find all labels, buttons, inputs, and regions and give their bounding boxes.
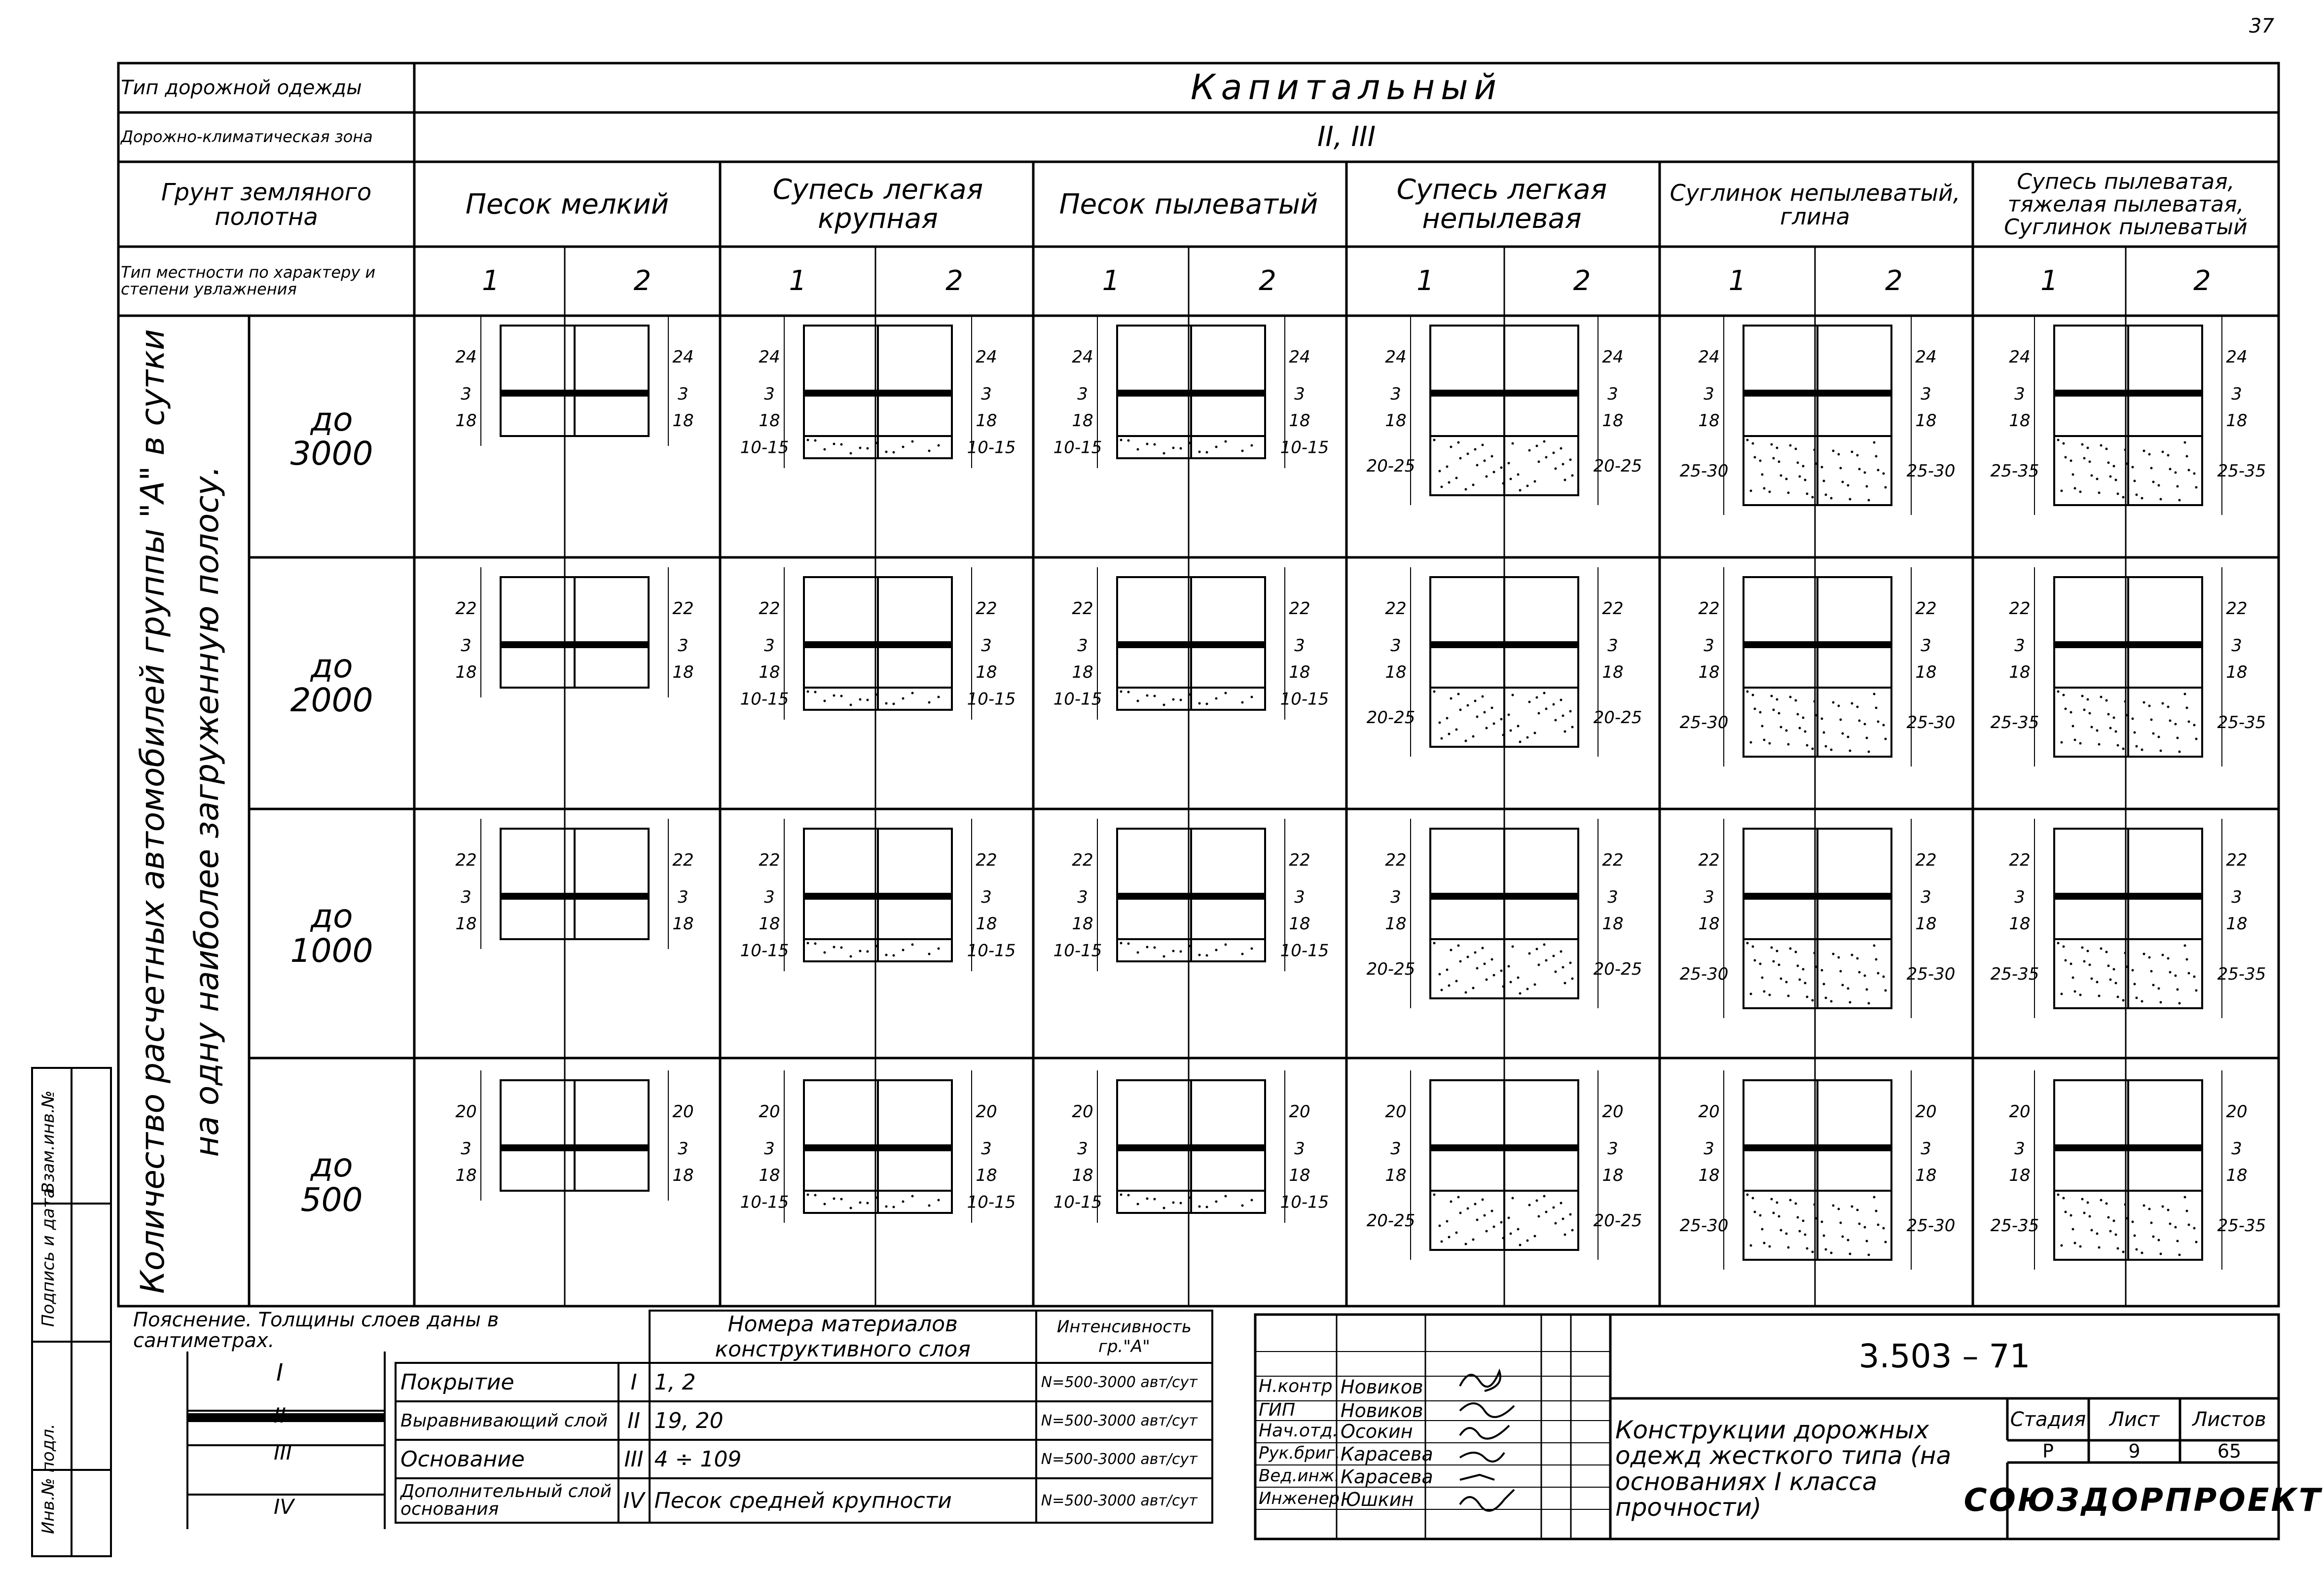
dim-label-base: 10-15 (967, 1192, 1016, 1212)
dim-label-top: 22 (2226, 850, 2248, 870)
dim-label-mid: 3 (678, 1139, 689, 1159)
dim-label-bot: 18 (672, 662, 694, 682)
dim-label-bot: 18 (672, 1166, 694, 1185)
dim-label-mid: 3 (678, 384, 689, 404)
stamp-role: Инженер (1259, 1489, 1340, 1508)
dim-label-mid: 3 (1607, 636, 1618, 656)
row-label-top: до (310, 400, 353, 439)
dim-label-top: 22 (1385, 850, 1407, 870)
dim-label-mid: 3 (981, 636, 992, 656)
dim-label-mid: 3 (981, 384, 992, 404)
dim-label-bot: 18 (1385, 662, 1407, 682)
dim-label-top: 20 (2226, 1102, 2248, 1122)
dim-label-bot: 18 (2226, 662, 2248, 682)
dim-label-base: 10-15 (967, 689, 1016, 709)
dim-label-mid: 3 (1704, 384, 1714, 404)
dim-label-top: 24 (1602, 347, 1624, 367)
dim-label-mid: 3 (1921, 636, 1931, 656)
dim-label-bot: 18 (1602, 1166, 1624, 1185)
terrain-type-1: 1 (789, 264, 807, 297)
dim-label-base: 25-30 (1906, 1216, 1956, 1236)
road-type-value: Капитальный (1190, 67, 1503, 108)
dim-label-top: 20 (2009, 1102, 2031, 1122)
dim-label-bot: 18 (759, 1166, 780, 1185)
dim-label-bot: 18 (455, 662, 477, 682)
dim-label-mid: 3 (1294, 636, 1305, 656)
side-stamp-label: Подпись и дата (38, 1188, 58, 1327)
terrain-type-1: 1 (482, 264, 500, 297)
dim-label-base: 25-30 (1906, 713, 1956, 732)
dim-label-bot: 18 (1698, 411, 1720, 431)
dim-label-base: 20-25 (1593, 708, 1642, 728)
dim-label-mid: 3 (1077, 636, 1088, 656)
dim-label-base: 10-15 (740, 438, 789, 458)
dim-label-base: 10-15 (740, 689, 789, 709)
dim-label-top: 22 (759, 850, 780, 870)
dim-label-mid: 3 (764, 1139, 775, 1159)
layer-name: Основание (396, 1440, 618, 1478)
dim-label-top: 22 (1289, 850, 1310, 870)
dim-label-top: 24 (2009, 347, 2031, 367)
terrain-type-1: 1 (1416, 264, 1434, 297)
dim-label-mid: 3 (1390, 887, 1401, 907)
row-label-top: до (310, 647, 353, 685)
row-label-bottom: 2000 (290, 681, 373, 719)
dim-label-top: 20 (672, 1102, 694, 1122)
page-number: 37 (2249, 15, 2274, 37)
soil-label: Грунт земляного полотна (161, 178, 372, 231)
stamp-name: Карасева (1341, 1443, 1433, 1465)
dim-label-bot: 18 (759, 411, 780, 431)
dim-label-top: 22 (1602, 850, 1624, 870)
dim-label-top: 20 (976, 1102, 997, 1122)
dim-label-bot: 18 (1072, 411, 1093, 431)
dim-label-mid: 3 (1294, 1139, 1305, 1159)
dim-label-bot: 18 (2226, 1166, 2248, 1185)
dim-label-bot: 18 (672, 411, 694, 431)
dim-label-bot: 18 (2226, 411, 2248, 431)
dim-label-top: 20 (1602, 1102, 1624, 1122)
dim-label-bot: 18 (1698, 1166, 1720, 1185)
note: Пояснение. Толщины слоев даны в сантиметрах. (133, 1309, 499, 1352)
dim-label-base: 10-15 (740, 1192, 789, 1212)
soil-header: Супесь пылеватая, тяжелая пылеватая, Суглинок пылеватый (2004, 169, 2248, 240)
climate-zone-label: Дорожно-климатическая зона (121, 127, 373, 146)
dim-label-top: 24 (1289, 347, 1310, 367)
dim-label-base: 25-35 (2217, 964, 2266, 984)
dim-label-base: 25-30 (1906, 964, 1956, 984)
stamp-name: Новиков (1341, 1376, 1423, 1398)
dim-label-bot: 18 (2226, 914, 2248, 934)
dim-label-mid: 3 (1607, 887, 1618, 907)
dim-label-base: 10-15 (1053, 1192, 1102, 1212)
dim-label-mid: 3 (2014, 384, 2025, 404)
dim-label-mid: 3 (764, 384, 775, 404)
dim-label-mid: 3 (461, 887, 472, 907)
dim-label-bot: 18 (1915, 662, 1937, 682)
stamp-stage-value: Р (2042, 1440, 2054, 1462)
dim-label-mid: 3 (1921, 887, 1931, 907)
soil-header: Суглинок непылеватый, глина (1670, 179, 1961, 230)
dim-label-top: 22 (1698, 850, 1720, 870)
dim-label-base: 20-25 (1366, 959, 1416, 979)
dim-label-mid: 3 (2014, 636, 2025, 656)
stamp-stage-label: Стадия (2010, 1408, 2086, 1431)
dim-label-base: 20-25 (1593, 456, 1642, 476)
side-stamp-label: Взам.инв.№ (38, 1090, 58, 1194)
terrain-type-1: 1 (1102, 264, 1120, 297)
dim-label-top: 20 (759, 1102, 780, 1122)
dim-label-mid: 3 (2014, 1139, 2025, 1159)
dim-label-mid: 3 (1921, 384, 1931, 404)
dim-label-bot: 18 (1072, 662, 1093, 682)
dim-label-top: 24 (672, 347, 694, 367)
dim-label-mid: 3 (1077, 384, 1088, 404)
dim-label-base: 10-15 (740, 941, 789, 961)
dim-label-base: 25-35 (2217, 1216, 2266, 1236)
dim-label-bot: 18 (1698, 662, 1720, 682)
layer-name: Покрытие (396, 1363, 618, 1401)
dim-label-mid: 3 (981, 887, 992, 907)
dim-label-bot: 18 (759, 662, 780, 682)
dim-label-mid: 3 (1921, 1139, 1931, 1159)
dim-label-top: 24 (455, 347, 477, 367)
legend-roman-4: IV (274, 1495, 294, 1519)
dim-label-top: 20 (455, 1102, 477, 1122)
legend-roman-2: II (274, 1403, 286, 1427)
stamp-name: Карасева (1341, 1466, 1433, 1488)
dim-label-bot: 18 (455, 914, 477, 934)
dim-label-top: 22 (1915, 850, 1937, 870)
dim-label-top: 20 (1385, 1102, 1407, 1122)
dim-label-base: 25-30 (1679, 964, 1729, 984)
climate-zone-value: II, III (1317, 120, 1376, 153)
dim-label-base: 25-30 (1906, 461, 1956, 481)
dim-label-bot: 18 (2009, 662, 2031, 682)
dim-label-mid: 3 (1390, 636, 1401, 656)
dim-label-mid: 3 (2231, 384, 2242, 404)
terrain-type-2: 2 (1573, 264, 1591, 297)
dim-label-top: 24 (1385, 347, 1407, 367)
legend-header-intensity: Интенсивность гр."А" (1036, 1311, 1212, 1363)
dim-label-top: 22 (672, 599, 694, 619)
row-label-bottom: 500 (300, 1180, 363, 1219)
dim-label-mid: 3 (1704, 636, 1714, 656)
dim-label-mid: 3 (2231, 887, 2242, 907)
dim-label-base: 20-25 (1366, 456, 1416, 476)
stamp-role: Н.контр (1259, 1376, 1333, 1396)
dim-label-bot: 18 (1915, 1166, 1937, 1185)
dim-label-top: 22 (976, 599, 997, 619)
dim-label-base: 25-35 (2217, 713, 2266, 732)
dim-label-bot: 18 (1385, 411, 1407, 431)
dim-label-bot: 18 (1602, 914, 1624, 934)
dim-label-base: 20-25 (1593, 959, 1642, 979)
dim-label-top: 20 (1072, 1102, 1093, 1122)
dim-label-top: 24 (1072, 347, 1093, 367)
row-label-bottom: 1000 (290, 931, 373, 970)
dim-label-top: 24 (1698, 347, 1720, 367)
dim-label-mid: 3 (1607, 1139, 1618, 1159)
dim-label-top: 22 (1072, 599, 1093, 619)
dim-label-bot: 18 (1289, 914, 1310, 934)
dim-label-bot: 18 (1072, 914, 1093, 934)
dim-label-bot: 18 (1289, 411, 1310, 431)
terrain-label: Тип местности по характеру и степени увлажнения (121, 263, 376, 298)
vertical-caption: Количество расчетных автомобилей группы "А" в сутки на одну наиболее загруженную полосу. (134, 329, 226, 1294)
dim-label-top: 22 (455, 850, 477, 870)
terrain-type-2: 2 (2193, 264, 2211, 297)
stamp-sheets-value: 65 (2217, 1440, 2242, 1462)
dim-label-top: 22 (759, 599, 780, 619)
dim-label-bot: 18 (1289, 1166, 1310, 1185)
dim-label-bot: 18 (1072, 1166, 1093, 1185)
dim-label-top: 22 (672, 850, 694, 870)
dim-label-base: 10-15 (1053, 689, 1102, 709)
stamp-name: Новиков (1341, 1400, 1423, 1422)
dim-label-base: 20-25 (1366, 708, 1416, 728)
dim-label-mid: 3 (1390, 384, 1401, 404)
legend-roman-3: III (274, 1440, 292, 1464)
dim-label-top: 20 (1289, 1102, 1310, 1122)
dim-label-bot: 18 (1385, 1166, 1407, 1185)
dim-label-mid: 3 (1704, 1139, 1714, 1159)
dim-label-bot: 18 (1698, 914, 1720, 934)
dim-label-mid: 3 (1704, 887, 1714, 907)
terrain-type-2: 2 (1885, 264, 1903, 297)
dim-label-base: 20-25 (1593, 1211, 1642, 1231)
dim-label-mid: 3 (981, 1139, 992, 1159)
dim-label-bot: 18 (1289, 662, 1310, 682)
layer-intensity: N=500-3000 авт/сут (1036, 1363, 1212, 1401)
dim-label-mid: 3 (2231, 636, 2242, 656)
dim-label-bot: 18 (455, 1166, 477, 1185)
dim-label-mid: 3 (2231, 1139, 2242, 1159)
dim-label-top: 22 (1289, 599, 1310, 619)
dim-label-mid: 3 (678, 636, 689, 656)
dim-label-base: 10-15 (1053, 941, 1102, 961)
dim-label-mid: 3 (461, 636, 472, 656)
terrain-type-2: 2 (633, 264, 652, 297)
legend-roman-1: I (276, 1359, 284, 1387)
dim-label-mid: 3 (1390, 1139, 1401, 1159)
dim-label-top: 22 (455, 599, 477, 619)
dim-label-base: 10-15 (1053, 438, 1102, 458)
dim-label-bot: 18 (1602, 411, 1624, 431)
dim-label-top: 20 (1915, 1102, 1937, 1122)
stamp-role: Рук.бриг. (1259, 1443, 1341, 1463)
terrain-type-2: 2 (945, 264, 963, 297)
dim-label-base: 25-30 (1679, 1216, 1729, 1236)
dim-label-top: 24 (1915, 347, 1937, 367)
dim-label-top: 22 (1072, 850, 1093, 870)
soil-header: Песок пылеватый (1059, 188, 1318, 220)
dim-label-top: 24 (2226, 347, 2248, 367)
dim-label-top: 22 (2009, 850, 2031, 870)
dim-label-bot: 18 (2009, 411, 2031, 431)
layer-roman: II (618, 1401, 650, 1440)
row-label-top: до (310, 897, 353, 936)
layer-name: Дополнительный слой основания (396, 1478, 618, 1523)
dim-label-base: 25-35 (2217, 461, 2266, 481)
stamp-role: ГИП (1259, 1400, 1296, 1420)
dim-label-mid: 3 (764, 887, 775, 907)
dim-label-top: 24 (976, 347, 997, 367)
dim-label-bot: 18 (1385, 914, 1407, 934)
dim-label-top: 22 (1602, 599, 1624, 619)
terrain-type-1: 1 (2040, 264, 2058, 297)
stamp-sheet-label: Лист (2109, 1408, 2160, 1431)
dim-label-bot: 18 (1915, 914, 1937, 934)
soil-header: Супесь легкая крупная (772, 174, 983, 235)
dim-label-base: 10-15 (1280, 941, 1329, 961)
soil-header: Супесь легкая непылевая (1396, 174, 1607, 235)
dim-label-top: 22 (1915, 599, 1937, 619)
row-label-top: до (310, 1146, 353, 1185)
layer-intensity: N=500-3000 авт/сут (1036, 1401, 1212, 1440)
stamp-sheet-value: 9 (2128, 1440, 2141, 1462)
stamp-name: Осокин (1341, 1421, 1413, 1442)
dim-label-base: 10-15 (1280, 1192, 1329, 1212)
soil-header: Песок мелкий (465, 188, 669, 220)
dim-label-bot: 18 (976, 411, 997, 431)
terrain-type-2: 2 (1259, 264, 1276, 297)
dim-label-bot: 18 (1915, 411, 1937, 431)
layer-material: 4 ÷ 109 (650, 1440, 1036, 1478)
dim-label-bot: 18 (2009, 914, 2031, 934)
layer-roman: I (618, 1363, 650, 1401)
dim-label-bot: 18 (2009, 1166, 2031, 1185)
stamp-name: Юшкин (1341, 1489, 1414, 1510)
dim-label-base: 20-25 (1366, 1211, 1416, 1231)
dim-label-bot: 18 (672, 914, 694, 934)
dim-label-mid: 3 (2014, 887, 2025, 907)
stamp-role: Нач.отд. (1259, 1421, 1339, 1441)
dim-label-base: 10-15 (967, 438, 1016, 458)
dim-label-bot: 18 (976, 1166, 997, 1185)
stamp-sheets-label: Листов (2192, 1408, 2266, 1431)
layer-name: Выравнивающий слой (396, 1401, 618, 1440)
layer-intensity: N=500-3000 авт/сут (1036, 1478, 1212, 1523)
road-type-label: Тип дорожной одежды (121, 76, 362, 99)
dim-label-top: 22 (1385, 599, 1407, 619)
dim-label-mid: 3 (764, 636, 775, 656)
stamp-doc-number: 3.503 – 71 (1858, 1337, 2031, 1376)
dim-label-bot: 18 (759, 914, 780, 934)
dim-label-mid: 3 (1077, 887, 1088, 907)
dim-label-mid: 3 (678, 887, 689, 907)
layer-material: 1, 2 (650, 1363, 1036, 1401)
dim-label-mid: 3 (1607, 384, 1618, 404)
layer-material: 19, 20 (650, 1401, 1036, 1440)
row-label-bottom: 3000 (290, 435, 373, 473)
dim-label-base: 10-15 (1280, 689, 1329, 709)
dim-label-bot: 18 (455, 411, 477, 431)
dim-label-base: 25-30 (1679, 713, 1729, 732)
layer-intensity: N=500-3000 авт/сут (1036, 1440, 1212, 1478)
dim-label-top: 20 (1698, 1102, 1720, 1122)
stamp-title: Конструкции дорожных одежд жесткого типа (на основаниях I класса прочности) (1615, 1415, 1952, 1522)
dim-label-top: 22 (976, 850, 997, 870)
dim-label-top: 22 (2226, 599, 2248, 619)
dim-label-top: 22 (2009, 599, 2031, 619)
dim-label-base: 25-30 (1679, 461, 1729, 481)
layer-roman: IV (618, 1478, 650, 1523)
dim-label-mid: 3 (1294, 384, 1305, 404)
layer-roman: III (618, 1440, 650, 1478)
dim-label-mid: 3 (461, 1139, 472, 1159)
side-stamp-label: Инв.№ подл. (38, 1424, 58, 1534)
dim-label-base: 25-35 (1990, 1216, 2039, 1236)
dim-label-bot: 18 (976, 662, 997, 682)
legend-header-material: Номера материалов конструктивного слоя (650, 1311, 1036, 1363)
dim-label-bot: 18 (1602, 662, 1624, 682)
stamp-role: Вед.инж. (1259, 1466, 1340, 1486)
dim-label-base: 25-35 (1990, 713, 2039, 732)
terrain-type-1: 1 (1728, 264, 1746, 297)
dim-label-mid: 3 (1294, 887, 1305, 907)
dim-label-top: 24 (759, 347, 780, 367)
stamp-org: СОЮЗДОРПРОЕКТ (1963, 1482, 2323, 1519)
dim-label-base: 25-35 (1990, 964, 2039, 984)
dim-label-base: 10-15 (967, 941, 1016, 961)
dim-label-base: 25-35 (1990, 461, 2039, 481)
dim-label-mid: 3 (1077, 1139, 1088, 1159)
dim-label-bot: 18 (976, 914, 997, 934)
dim-label-base: 10-15 (1280, 438, 1329, 458)
dim-label-mid: 3 (461, 384, 472, 404)
dim-label-top: 22 (1698, 599, 1720, 619)
layer-material: Песок средней крупности (650, 1478, 1036, 1523)
